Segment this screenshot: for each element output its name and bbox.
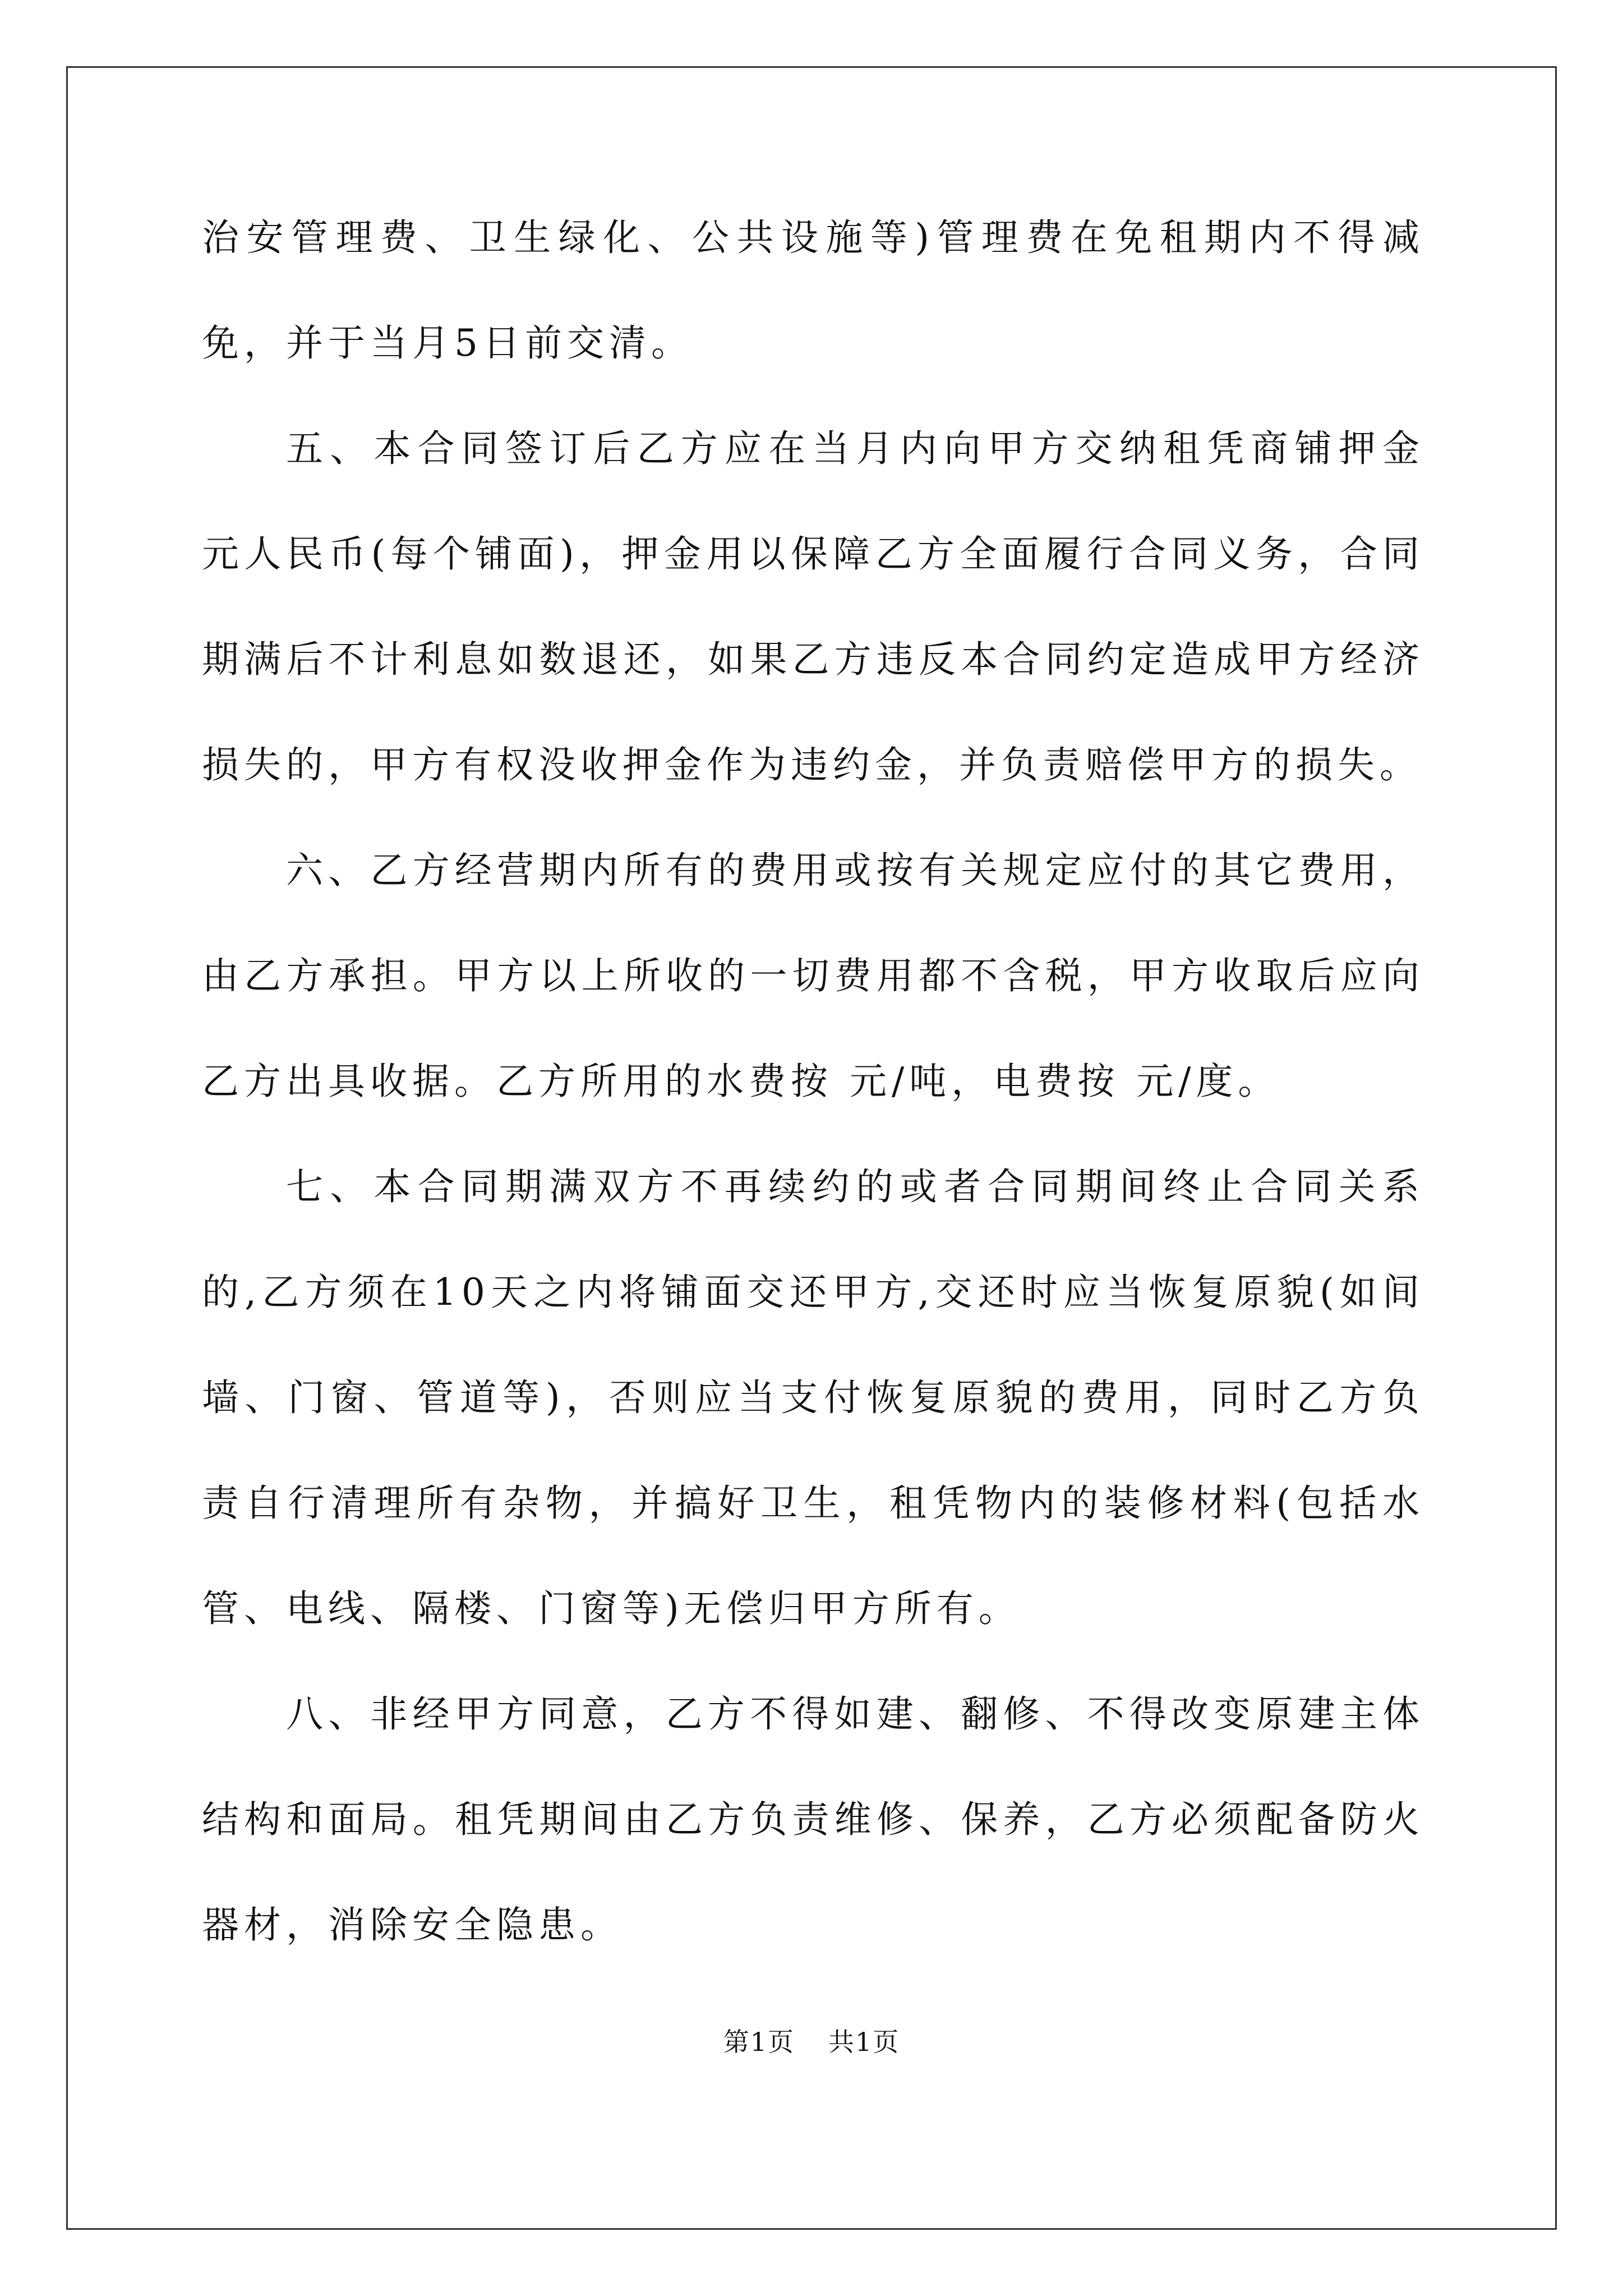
page-footer	[0, 2025, 1623, 2059]
page-number-total: 共1页	[828, 2027, 900, 2057]
paragraph-clause-8: 八、非经甲方同意，乙方不得如建、翻修、不得改变原建主体结构和面局。租凭期间由乙方负责维修、保养，乙方必须配备防火器材，消除安全隐患。	[202, 1692, 1424, 1947]
paragraph-clause-6: 六、乙方经营期内所有的费用或按有关规定应付的其它费用，由乙方承担。甲方以上所收的一切费用都不含税，甲方收取后应向乙方出具收据。乙方所用的水费按 元/吨，电费按 元/度。	[202, 849, 1424, 1103]
page-number-current: 第1页	[723, 2027, 795, 2057]
document-body	[202, 185, 1424, 1978]
paragraph-clause-7: 七、本合同期满双方不再续约的或者合同期间终止合同关系的,乙方须在10天之内将铺面交还甲方,交还时应当恢复原貌(如间墙、门窗、管道等)，否则应当支付恢复原貌的费用，同时乙方负责自行清理所有杂物，并搞好卫生，租凭物内的装修材料(包括水管、电线、隔楼、门窗等)无偿归甲方所有。	[202, 1165, 1424, 1630]
paragraph-1: 治安管理费、卫生绿化、公共设施等)管理费在免租期内不得减免，并于当月5日前交清。	[202, 216, 1424, 365]
paragraph-clause-5: 五、本合同签订后乙方应在当月内向甲方交纳租凭商铺押金 元人民币(每个铺面)，押金用以保障乙方全面履行合同义务，合同期满后不计利息如数退还，如果乙方违反本合同约定造成甲方经济损失的，甲方有权没收押金作为违约金，并负责赔偿甲方的损失。	[202, 427, 1424, 786]
